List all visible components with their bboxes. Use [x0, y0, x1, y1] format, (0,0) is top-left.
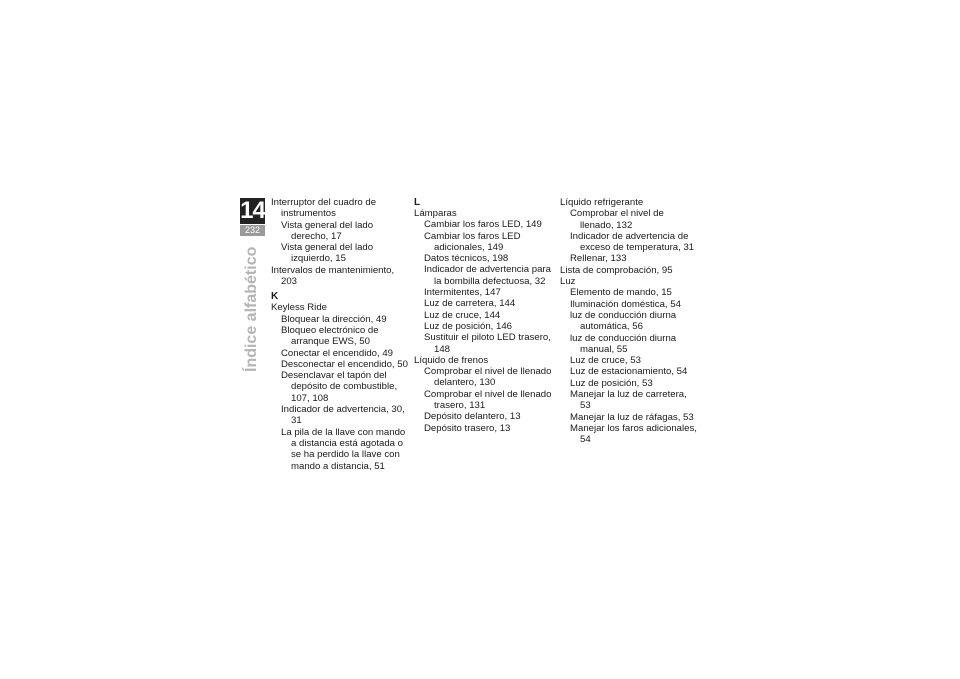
index-subentry-text: luz de conducción diurna automática, 56 — [570, 309, 677, 333]
subentry-list — [414, 366, 554, 434]
section-letter: K — [271, 291, 279, 303]
side-chapter-title: Índice alfabético — [243, 246, 260, 372]
index-subentry — [414, 332, 554, 355]
index-subentry — [414, 310, 554, 321]
index-subentry-text: luz de conducción diurna manual, 55 — [570, 332, 677, 355]
page-number: 232 — [240, 225, 265, 236]
index-subentry-text: Iluminación doméstica, 54 — [570, 298, 681, 310]
index-subentry — [560, 389, 700, 412]
index-subentry-text: Manejar los faros adicionales, 54 — [570, 422, 697, 446]
index-subentry — [414, 366, 554, 389]
index-subentry-text: Sustituir el piloto LED trasero, 148 — [424, 332, 551, 355]
index-subentry-text: Luz de cruce, 53 — [570, 355, 641, 367]
index-subentry — [271, 359, 411, 370]
index-term: Líquido de frenos — [414, 354, 489, 366]
subentry-list — [414, 219, 554, 355]
index-subentry — [560, 333, 700, 356]
index-subentry-text: Comprobar el nivel de llenado, 132 — [570, 208, 664, 231]
index-subentry-text: Cambiar los faros LED, 149 — [424, 219, 542, 231]
index-subentry-text: Comprobar el nivel de llenado trasero, 131 — [424, 388, 552, 412]
index-subentry — [271, 370, 411, 404]
subentry-list — [560, 208, 700, 264]
index-term: Líquido refrigerante — [560, 197, 644, 208]
index-subentry — [560, 208, 700, 231]
index-subentry — [414, 264, 554, 287]
index-subentry-text: Indicador de advertencia, 30, 31 — [281, 404, 405, 427]
index-entry — [560, 265, 700, 276]
index-subentry-text: Intermitentes, 147 — [424, 287, 501, 299]
index-subentry — [560, 231, 700, 254]
subentry-list — [560, 287, 700, 445]
index-subentry — [560, 378, 700, 389]
index-subentry — [414, 287, 554, 298]
index-subentry-text: Rellenar, 133 — [570, 253, 627, 265]
index-column-1 — [271, 197, 411, 472]
index-subentry-text: Depósito trasero, 13 — [424, 422, 511, 434]
index-subentry-text: Vista general del lado derecho, 17 — [281, 219, 374, 242]
index-subentry — [271, 325, 411, 348]
index-entry — [271, 302, 411, 313]
index-term: Interruptor del cuadro de instrumentos — [271, 197, 377, 220]
index-subentry-text: Comprobar el nivel de llenado delantero, 130 — [424, 366, 552, 389]
index-subentry — [271, 314, 411, 325]
index-subentry — [560, 366, 700, 377]
index-subentry — [560, 287, 700, 298]
index-subentry-text: Datos técnicos, 198 — [424, 253, 509, 265]
index-subentry — [560, 299, 700, 310]
index-subentry — [414, 389, 554, 412]
index-term: Lámparas — [414, 208, 457, 219]
index-subentry — [271, 348, 411, 359]
index-entry — [271, 197, 411, 220]
index-term: Intervalos de mantenimiento, 203 — [271, 264, 395, 288]
index-subentry — [414, 219, 554, 230]
index-subentry-text: Manejar la luz de ráfagas, 53 — [570, 411, 694, 423]
index-term: Lista de comprobación, 95 — [560, 264, 673, 276]
index-subentry-text: Elemento de mando, 15 — [570, 287, 672, 299]
index-subentry — [271, 220, 411, 243]
index-entry — [414, 208, 554, 219]
section-letter: L — [414, 197, 421, 208]
index-entry — [414, 355, 554, 366]
index-subentry-text: Luz de estacionamiento, 54 — [570, 366, 688, 378]
index-subentry — [414, 298, 554, 309]
index-subentry — [271, 427, 411, 472]
index-subentry — [271, 242, 411, 265]
index-subentry — [414, 423, 554, 434]
index-subentry-text: Bloqueo electrónico de arranque EWS, 50 — [281, 324, 379, 348]
index-subentry-text: Indicador de advertencia de exceso de temperatura, 31 — [570, 230, 695, 254]
index-subentry-text: Cambiar los faros LED adicionales, 149 — [424, 230, 521, 253]
subentry-list — [271, 220, 411, 265]
index-subentry — [271, 404, 411, 427]
index-subentry — [414, 321, 554, 332]
index-term: Luz — [560, 276, 576, 288]
chapter-number: 14 — [240, 197, 265, 224]
index-subentry-text: Indicador de advertencia para la bombilla defectuosa, 32 — [424, 264, 551, 287]
index-subentry-text: Luz de carretera, 144 — [424, 298, 516, 310]
index-subentry-text: Bloquear la dirección, 49 — [281, 313, 387, 325]
index-subentry-text: Depósito delantero, 13 — [424, 411, 521, 423]
index-entry — [560, 276, 700, 287]
index-subentry-text: Conectar el encendido, 49 — [281, 347, 394, 359]
index-subentry — [414, 411, 554, 422]
index-subentry-text: Manejar la luz de carretera, 53 — [570, 389, 687, 412]
index-subentry — [560, 412, 700, 423]
index-column-2 — [414, 197, 554, 434]
index-subentry — [560, 310, 700, 333]
index-column-3 — [560, 197, 700, 446]
index-subentry-text: Luz de posición, 53 — [570, 377, 653, 389]
index-entry — [560, 197, 700, 208]
index-subentry-text: Luz de cruce, 144 — [424, 309, 501, 321]
subentry-list — [271, 314, 411, 472]
index-subentry — [560, 423, 700, 446]
index-subentry-text: Vista general del lado izquierdo, 15 — [281, 242, 374, 265]
index-subentry-text: Luz de posición, 146 — [424, 320, 513, 332]
index-subentry — [560, 355, 700, 366]
index-subentry-text: Desconectar el encendido, 50 — [281, 358, 408, 370]
index-subentry-text: La pila de la llave con mando a distancia está agotada o se ha perdido la llave con mando a distancia, 51 — [281, 426, 406, 472]
index-subentry — [560, 253, 700, 264]
index-subentry-text: Desenclavar el tapón del depósito de combustible, 107, 108 — [281, 370, 398, 404]
index-subentry — [414, 231, 554, 254]
index-subentry — [414, 253, 554, 264]
index-entry — [271, 265, 411, 288]
index-term: Keyless Ride — [271, 302, 327, 314]
